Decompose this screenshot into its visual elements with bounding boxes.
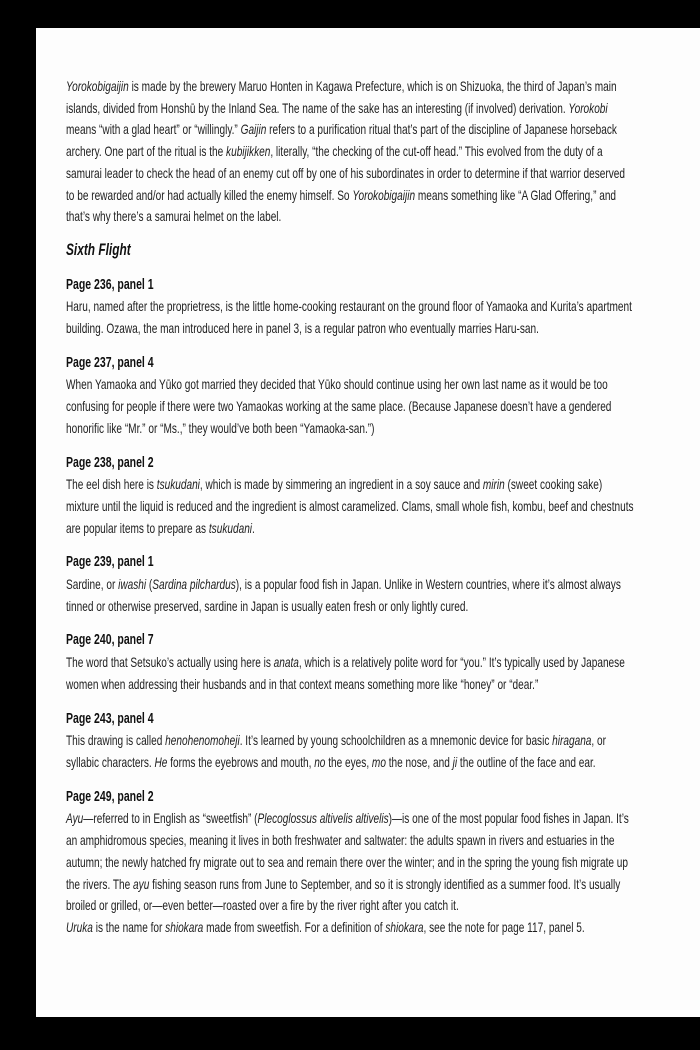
- italic-term: mirin: [482, 476, 505, 493]
- italic-term: mo: [371, 753, 386, 770]
- note-body: When Yamaoka and Yūko got married they decided that Yūko should continue using her own last name as it would be too confusing for people if there were two Yamaokas working at the same place. (Because Japanese doesn’t have a gendered honorific like “Mr.” or “Ms.,” they would’ve both been “Yamaoka-san.”): [66, 376, 612, 436]
- notes-list: [66, 275, 634, 917]
- note-body: Sardine, or iwashi (Sardina pilchardus), is a popular food fish in Japan. Unlike in Western countries, where it’s almost always tinned or otherwise preserved, sardine in Japan is usually eaten fresh or only lightly cured.: [66, 576, 621, 614]
- italic-term: hiragana: [552, 732, 592, 749]
- italic-term: Ayu: [66, 810, 84, 827]
- italic-term: Uruka: [66, 918, 93, 935]
- note-section: [66, 275, 634, 340]
- note-heading: Page 236, panel 1: [66, 276, 154, 293]
- italic-term: ayu: [133, 875, 150, 892]
- italic-term: tsukudani: [156, 476, 200, 493]
- italic-term: shiokara: [385, 918, 424, 935]
- note-heading: Page 238, panel 2: [66, 454, 154, 471]
- italic-term: iwashi: [118, 576, 147, 593]
- note-heading: Page 249, panel 2: [66, 788, 154, 805]
- italic-term: He: [154, 753, 168, 770]
- italic-term: ji: [452, 753, 458, 770]
- italic-term: Gaijin: [240, 121, 267, 138]
- italic-term: tsukudani: [208, 519, 253, 536]
- page-content: [66, 76, 634, 939]
- italic-term: Yorokobi: [568, 99, 608, 116]
- note-section: [66, 453, 634, 540]
- note-heading: Page 237, panel 4: [66, 354, 154, 371]
- intro-paragraph: Yorokobigaijin is made by the brewery Maruo Honten in Kagawa Prefecture, which is on Shizuoka, the third of Japan’s main islands, divided from Honshū by the Inland Sea. The name of the sake has an interesting (if involved) derivation. Yorokobi means “with a glad heart” or “willingly.” Gaijin refers to a purification ritual that’s part of the discipline of Japanese horseback archery. One part of the ritual is the kubijikken, literally, “the checking of the cut-off head.” This evolved from the duty of a samurai leader to check the head of an enemy cut off by one of his subordinates in order to determine if that warrior deserved to be rewarded and/or had actually killed the enemy himself. So Yorokobigaijin means something like “A Glad Offering,” and that’s why there’s a samurai helmet on the label.: [66, 78, 626, 225]
- note-section: [66, 552, 634, 617]
- italic-term: Yorokobigaijin: [66, 78, 129, 94]
- note-body: Haru, named after the proprietress, is the little home-cooking restaurant on the ground floor of Yamaoka and Kurita’s apartment building. Ozawa, the man introduced here in panel 3, is a regular patron who eventually marries Haru-san.: [66, 298, 632, 337]
- note-section: [66, 353, 634, 440]
- italic-term: anata: [273, 654, 299, 671]
- italic-term: no: [314, 753, 326, 770]
- note-body: The word that Setsuko’s actually using here is anata, which is a relatively polite word for “you.” It’s typically used by Japanese women when addressing their husbands and in that context means something more like “honey” or “dear.”: [66, 654, 625, 692]
- note-section: [66, 787, 634, 917]
- italic-term: Sardina pilchardus: [152, 576, 236, 593]
- closing-paragraph: Uruka is the name for shiokara made from sweetfish. For a definition of shiokara, see the note for page 117, panel 5.: [66, 918, 585, 935]
- note-body: This drawing is called henohenomoheji. It’s learned by young schoolchildren as a mnemonic device for basic hiragana, or syllabic characters. He forms the eyebrows and mouth, no the eyes, mo the nose, and ji the outline of the face and ear.: [66, 732, 606, 770]
- italic-term: henohenomoheji: [165, 732, 240, 749]
- note-body: Ayu—referred to in English as “sweetfish” (Plecoglossus altivelis altivelis)—is one of the most popular food fishes in Japan. It’s an amphidromous species, meaning it lives in both freshwater and saltwater: the adults spawn in rivers and estuaries in the autumn; the newly hatched fry migrate out to sea and remain there over the winter; and in the spring the young fish migrate up the rivers. The ayu fishing season runs from June to September, and so it is strongly identified as a summer food. It’s usually broiled or grilled, or—even better—roasted over a fire by the river right after you catch it.: [66, 810, 629, 914]
- book-page: [36, 28, 700, 1017]
- note-heading: Page 239, panel 1: [66, 554, 154, 571]
- flight-heading: Sixth Flight: [66, 240, 131, 259]
- italic-term: shiokara: [165, 918, 204, 935]
- note-heading: Page 243, panel 4: [66, 710, 154, 727]
- note-heading: Page 240, panel 7: [66, 632, 154, 649]
- note-section: [66, 709, 634, 774]
- note-body: The eel dish here is tsukudani, which is made by simmering an ingredient in a soy sauce and mirin (sweet cooking sake) mixture until the liquid is reduced and the ingredient is almost caramelized. Clams, small whole fish, kombu, beef and chestnuts are popular items to prepare as tsukudani.: [66, 476, 634, 536]
- note-section: [66, 630, 634, 695]
- italic-term: kubijikken: [226, 143, 271, 160]
- italic-term: Yorokobigaijin: [352, 186, 416, 203]
- italic-term: Plecoglossus altivelis altivelis: [257, 810, 389, 827]
